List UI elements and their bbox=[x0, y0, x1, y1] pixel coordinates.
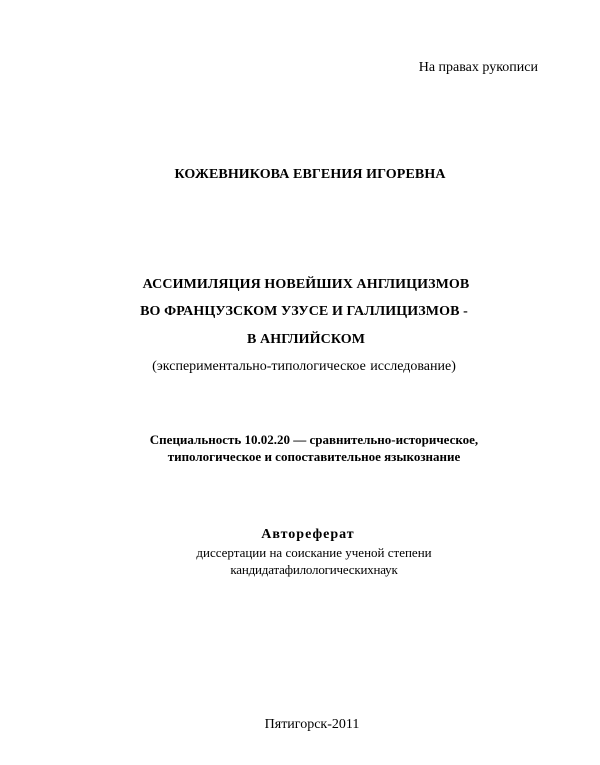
dissertation-line-2: кандидатафилологическихнаук bbox=[230, 562, 398, 577]
manuscript-note: На правах рукописи bbox=[418, 60, 538, 75]
dissertation-line-1: диссертации на соискание ученой степени bbox=[196, 545, 432, 560]
title-line-1: АССИМИЛЯЦИЯ НОВЕЙШИХ АНГЛИЦИЗМОВ bbox=[142, 277, 470, 292]
subtitle: (экспериментально-типологическое исследование) bbox=[152, 359, 456, 374]
specialty-line-1: Специальность 10.02.20 — сравнительно-историческое, bbox=[149, 432, 479, 447]
city-year: Пятигорск-2011 bbox=[264, 717, 360, 732]
author-name: КОЖЕВНИКОВА ЕВГЕНИЯ ИГОРЕВНА bbox=[174, 167, 446, 182]
abstract-label: Автореферат bbox=[261, 527, 355, 542]
specialty-line-2: типологическое и сопоставительное языкознание bbox=[167, 449, 461, 464]
title-line-3: В АНГЛИЙСКОМ bbox=[246, 332, 366, 347]
title-line-2: ВО ФРАНЦУЗСКОМ УЗУСЕ И ГАЛЛИЦИЗМОВ - bbox=[140, 304, 468, 319]
